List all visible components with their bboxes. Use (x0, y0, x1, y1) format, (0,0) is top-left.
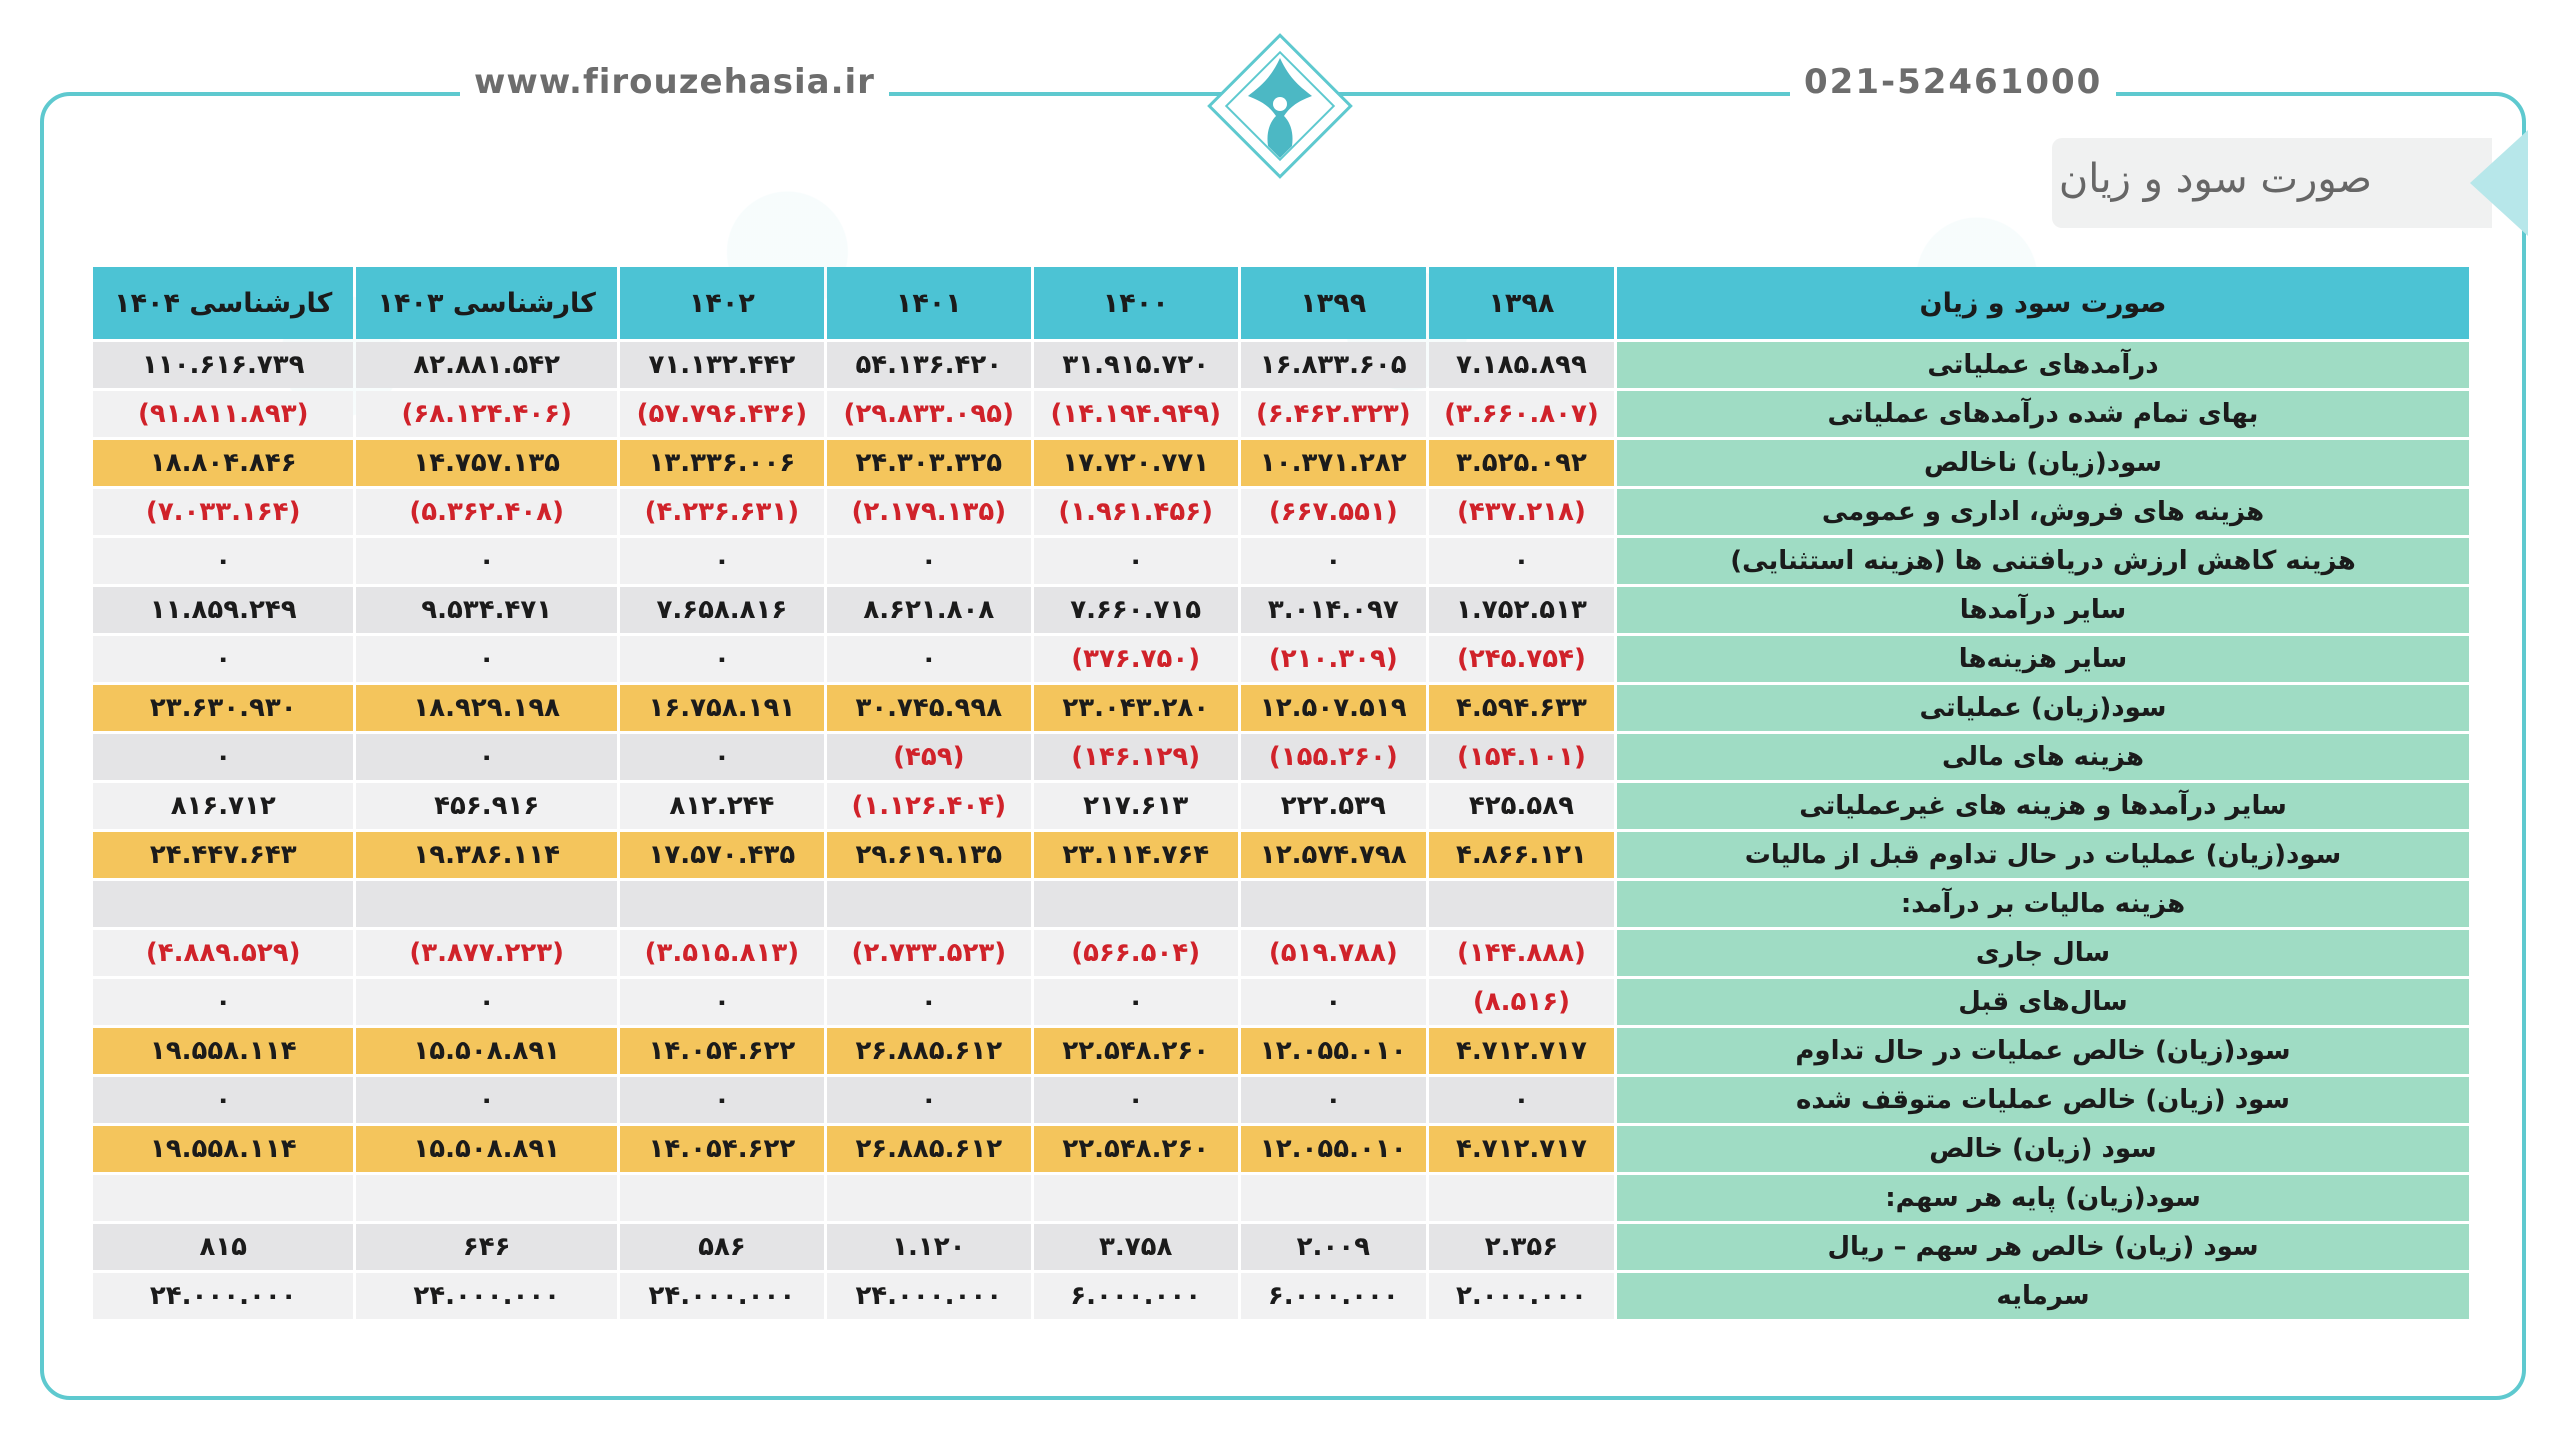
table-cell: ۰ (620, 636, 824, 682)
table-cell: ۳.۵۲۵.۰۹۲ (1429, 440, 1614, 486)
table-cell: (۳.۶۶۰.۸۰۷) (1429, 391, 1614, 437)
table-cell: ۴.۷۱۲.۷۱۷ (1429, 1028, 1614, 1074)
phone-number: 021-52461000 (1790, 62, 2116, 102)
table-cell: ۲۴.۴۴۷.۶۴۳ (93, 832, 353, 878)
table-cell (1034, 881, 1238, 927)
table-cell (620, 881, 824, 927)
table-cell: ۴۵۶.۹۱۶ (356, 783, 616, 829)
row-label: سال جاری (1617, 930, 2469, 976)
table-cell: ۰ (93, 1077, 353, 1123)
row-label: سود(زیان) عملیات در حال تداوم قبل از مالیات (1617, 832, 2469, 878)
table-cell: ۲۴.۰۰۰.۰۰۰ (356, 1273, 616, 1319)
table-cell: (۵۱۹.۷۸۸) (1241, 930, 1426, 976)
table-header-row (93, 267, 2469, 339)
table-row (93, 979, 2469, 1025)
table-cell: ۰ (827, 1077, 1031, 1123)
table-body (93, 342, 2469, 1319)
website-url[interactable]: www.firouzehasia.ir (460, 62, 889, 102)
table-cell: ۱۵.۵۰۸.۸۹۱ (356, 1028, 616, 1074)
table-row (93, 930, 2469, 976)
table-cell: (۴۳۷.۲۱۸) (1429, 489, 1614, 535)
table-cell: (۳.۸۷۷.۲۲۳) (356, 930, 616, 976)
table-row (93, 1273, 2469, 1319)
table-cell: (۶۶۷.۵۵۱) (1241, 489, 1426, 535)
table-cell (1241, 881, 1426, 927)
table-cell: ۸۱۶.۷۱۲ (93, 783, 353, 829)
table-cell: (۴.۲۳۶.۶۳۱) (620, 489, 824, 535)
table-cell: ۰ (620, 734, 824, 780)
table-cell: ۲۴.۰۰۰.۰۰۰ (620, 1273, 824, 1319)
table-row (93, 734, 2469, 780)
table-cell: ۷.۶۶۰.۷۱۵ (1034, 587, 1238, 633)
table-cell: ۱۲.۵۷۴.۷۹۸ (1241, 832, 1426, 878)
table-cell: ۰ (356, 734, 616, 780)
table-cell (356, 881, 616, 927)
brand-logo-icon (1192, 18, 1368, 194)
table-cell: ۱۲.۰۵۵.۰۱۰ (1241, 1126, 1426, 1172)
table-cell (1034, 1175, 1238, 1221)
table-row (93, 1175, 2469, 1221)
table-cell (1429, 1175, 1614, 1221)
column-header-year: ۱۳۹۹ (1241, 267, 1426, 339)
table-cell: ۲۳.۰۴۳.۲۸۰ (1034, 685, 1238, 731)
table-cell: (۱۵۵.۲۶۰) (1241, 734, 1426, 780)
table-cell: ۰ (356, 979, 616, 1025)
row-label: سود (زیان) خالص (1617, 1126, 2469, 1172)
table-cell: ۲.۰۰۹ (1241, 1224, 1426, 1270)
table-cell (356, 1175, 616, 1221)
table-cell (93, 881, 353, 927)
table-cell (827, 881, 1031, 927)
table-cell (1241, 1175, 1426, 1221)
column-header-label: صورت سود و زیان (1617, 267, 2469, 339)
table-cell: ۲.۰۰۰.۰۰۰ (1429, 1273, 1614, 1319)
table-cell: (۹۱.۸۱۱.۸۹۳) (93, 391, 353, 437)
table-cell: ۰ (1034, 979, 1238, 1025)
table-row (93, 783, 2469, 829)
table-cell: ۲۲.۵۴۸.۲۶۰ (1034, 1028, 1238, 1074)
table-cell: ۵۸۶ (620, 1224, 824, 1270)
table-row (93, 440, 2469, 486)
table-cell: (۱۴.۱۹۴.۹۴۹) (1034, 391, 1238, 437)
row-label: سود(زیان) ناخالص (1617, 440, 2469, 486)
row-label: سود (زیان) خالص عملیات متوقف شده (1617, 1077, 2469, 1123)
table-cell: ۰ (620, 538, 824, 584)
table-cell: ۲۶.۸۸۵.۶۱۲ (827, 1126, 1031, 1172)
table-cell: ۱۸.۹۲۹.۱۹۸ (356, 685, 616, 731)
table-cell: ۰ (93, 636, 353, 682)
table-cell: ۱۸.۸۰۴.۸۴۶ (93, 440, 353, 486)
table-cell: ۱۲.۰۵۵.۰۱۰ (1241, 1028, 1426, 1074)
table-cell: ۸۱۵ (93, 1224, 353, 1270)
column-header-year: ۱۴۰۲ (620, 267, 824, 339)
table-cell: ۸۱۲.۲۴۴ (620, 783, 824, 829)
row-label: هزینه مالیات بر درآمد: (1617, 881, 2469, 927)
table-cell: (۲۴۵.۷۵۴) (1429, 636, 1614, 682)
table-cell: ۴.۵۹۴.۶۳۳ (1429, 685, 1614, 731)
table-cell: (۴.۸۸۹.۵۲۹) (93, 930, 353, 976)
table-cell: ۱۹.۵۵۸.۱۱۴ (93, 1028, 353, 1074)
table-cell: ۱۹.۳۸۶.۱۱۴ (356, 832, 616, 878)
column-header-year: کارشناسی ۱۴۰۳ (356, 267, 616, 339)
table-cell: (۱۴۶.۱۲۹) (1034, 734, 1238, 780)
table-cell: ۱۴.۰۵۴.۶۲۲ (620, 1126, 824, 1172)
table-cell: ۳۰.۷۴۵.۹۹۸ (827, 685, 1031, 731)
table-cell: ۰ (827, 636, 1031, 682)
table-cell: (۱۵۴.۱۰۱) (1429, 734, 1614, 780)
row-label: سود (زیان) خالص هر سهم – ریال (1617, 1224, 2469, 1270)
table-cell: ۷.۶۵۸.۸۱۶ (620, 587, 824, 633)
table-row (93, 1224, 2469, 1270)
table-row (93, 636, 2469, 682)
row-label: سود(زیان) خالص عملیات در حال تداوم (1617, 1028, 2469, 1074)
row-label: بهای تمام شده درآمدهای عملیاتی (1617, 391, 2469, 437)
table-cell: ۰ (1241, 1077, 1426, 1123)
row-label: سال‌های قبل (1617, 979, 2469, 1025)
table-cell (620, 1175, 824, 1221)
table-cell: ۴.۸۶۶.۱۲۱ (1429, 832, 1614, 878)
table-cell: ۲۴.۳۰۳.۳۲۵ (827, 440, 1031, 486)
table-cell: ۴۲۵.۵۸۹ (1429, 783, 1614, 829)
row-label: هزینه های مالی (1617, 734, 2469, 780)
table-cell: ۰ (93, 979, 353, 1025)
table-cell: ۱۴.۰۵۴.۶۲۲ (620, 1028, 824, 1074)
page-title: صورت سود و زیان (2058, 156, 2372, 202)
row-label: هزینه کاهش ارزش دریافتنی ها (هزینه استثنایی) (1617, 538, 2469, 584)
table-cell: ۶.۰۰۰.۰۰۰ (1241, 1273, 1426, 1319)
table-cell: ۲۳.۶۳۰.۹۳۰ (93, 685, 353, 731)
table-cell: ۱.۱۲۰ (827, 1224, 1031, 1270)
table-row (93, 832, 2469, 878)
row-label: هزینه های فروش، اداری و عمومی (1617, 489, 2469, 535)
table-cell: ۴.۷۱۲.۷۱۷ (1429, 1126, 1614, 1172)
table-cell: (۶۸.۱۲۴.۴۰۶) (356, 391, 616, 437)
table-cell: ۱۲.۵۰۷.۵۱۹ (1241, 685, 1426, 731)
table-cell: ۲۴.۰۰۰.۰۰۰ (93, 1273, 353, 1319)
table-cell: (۵۷.۷۹۶.۴۳۶) (620, 391, 824, 437)
table-row (93, 1028, 2469, 1074)
table-cell: (۲۹.۸۳۳.۰۹۵) (827, 391, 1031, 437)
table-cell: ۱۷.۷۲۰.۷۷۱ (1034, 440, 1238, 486)
row-label: سایر درآمدها (1617, 587, 2469, 633)
table-cell (93, 1175, 353, 1221)
table-row (93, 538, 2469, 584)
table-cell: ۲.۳۵۶ (1429, 1224, 1614, 1270)
table-cell: ۰ (827, 979, 1031, 1025)
table-cell: (۲.۷۳۳.۵۲۳) (827, 930, 1031, 976)
column-header-year: ۱۴۰۰ (1034, 267, 1238, 339)
table-cell: ۰ (356, 538, 616, 584)
table-row (93, 489, 2469, 535)
table-cell: ۱.۷۵۲.۵۱۳ (1429, 587, 1614, 633)
table-cell: (۱.۹۶۱.۴۵۶) (1034, 489, 1238, 535)
table-cell: ۷.۱۸۵.۸۹۹ (1429, 342, 1614, 388)
table-cell: ۱۶.۷۵۸.۱۹۱ (620, 685, 824, 731)
table-cell: ۱۶.۸۳۳.۶۰۵ (1241, 342, 1426, 388)
column-header-year: کارشناسی ۱۴۰۴ (93, 267, 353, 339)
table-cell: ۰ (1241, 979, 1426, 1025)
table-row (93, 881, 2469, 927)
table-cell: ۷۱.۱۳۲.۴۴۲ (620, 342, 824, 388)
table-row (93, 1077, 2469, 1123)
table-cell: ۱۵.۵۰۸.۸۹۱ (356, 1126, 616, 1172)
table-row (93, 342, 2469, 388)
table-cell (1429, 881, 1614, 927)
table-cell: ۰ (1429, 1077, 1614, 1123)
column-header-year: ۱۴۰۱ (827, 267, 1031, 339)
table-cell: (۸.۵۱۶) (1429, 979, 1614, 1025)
table-cell: (۷.۰۳۳.۱۶۴) (93, 489, 353, 535)
table-cell: ۳۱.۹۱۵.۷۲۰ (1034, 342, 1238, 388)
table-cell: ۵۴.۱۳۶.۴۲۰ (827, 342, 1031, 388)
table-cell: ۰ (1034, 1077, 1238, 1123)
table-cell: ۲۴.۰۰۰.۰۰۰ (827, 1273, 1031, 1319)
table-cell: ۳.۰۱۴.۰۹۷ (1241, 587, 1426, 633)
table-cell: ۲۲۲.۵۳۹ (1241, 783, 1426, 829)
table-cell: ۸۲.۸۸۱.۵۴۲ (356, 342, 616, 388)
title-tab-arrow (2470, 130, 2528, 236)
table-cell: ۰ (93, 538, 353, 584)
table-row (93, 587, 2469, 633)
table-cell: ۱۱.۸۵۹.۲۴۹ (93, 587, 353, 633)
table-cell: ۱۰.۳۷۱.۲۸۲ (1241, 440, 1426, 486)
row-label: درآمدهای عملیاتی (1617, 342, 2469, 388)
table-cell: ۶.۰۰۰.۰۰۰ (1034, 1273, 1238, 1319)
page-title-tab (2052, 138, 2492, 228)
table-cell: ۰ (356, 636, 616, 682)
table-cell (827, 1175, 1031, 1221)
table-cell: (۲۱۰.۳۰۹) (1241, 636, 1426, 682)
table-cell: ۶۴۶ (356, 1224, 616, 1270)
table-cell: (۵.۳۶۲.۴۰۸) (356, 489, 616, 535)
table-cell: ۱۴.۷۵۷.۱۳۵ (356, 440, 616, 486)
table-cell: ۰ (1429, 538, 1614, 584)
table-cell: (۲.۱۷۹.۱۳۵) (827, 489, 1031, 535)
row-label: سرمایه (1617, 1273, 2469, 1319)
table-cell: (۱.۱۲۶.۴۰۴) (827, 783, 1031, 829)
table-cell: ۰ (620, 979, 824, 1025)
table-cell: ۲۶.۸۸۵.۶۱۲ (827, 1028, 1031, 1074)
row-label: سود(زیان) عملیاتی (1617, 685, 2469, 731)
table-cell: ۲۲.۵۴۸.۲۶۰ (1034, 1126, 1238, 1172)
table-cell: ۰ (620, 1077, 824, 1123)
table-cell: ۲۱۷.۶۱۳ (1034, 783, 1238, 829)
table-cell: ۲۳.۱۱۴.۷۶۴ (1034, 832, 1238, 878)
table-cell: ۸.۶۲۱.۸۰۸ (827, 587, 1031, 633)
column-header-year: ۱۳۹۸ (1429, 267, 1614, 339)
row-label: سایر درآمدها و هزینه های غیرعملیاتی (1617, 783, 2469, 829)
table-cell: (۳۷۶.۷۵۰) (1034, 636, 1238, 682)
table-row (93, 1126, 2469, 1172)
table-cell: (۱۴۴.۸۸۸) (1429, 930, 1614, 976)
table-row (93, 391, 2469, 437)
table-cell: ۱۹.۵۵۸.۱۱۴ (93, 1126, 353, 1172)
table-cell: (۳.۵۱۵.۸۱۳) (620, 930, 824, 976)
table-cell: (۶.۴۶۲.۳۲۳) (1241, 391, 1426, 437)
table-cell: ۰ (93, 734, 353, 780)
table-cell: ۱۳.۳۳۶.۰۰۶ (620, 440, 824, 486)
row-label: سایر هزینه‌ها (1617, 636, 2469, 682)
row-label: سود(زیان) پایه هر سهم: (1617, 1175, 2469, 1221)
table-cell: ۹.۵۳۴.۴۷۱ (356, 587, 616, 633)
table-cell: ۰ (356, 1077, 616, 1123)
table-cell: ۰ (1241, 538, 1426, 584)
table-cell: ۱۷.۵۷۰.۴۳۵ (620, 832, 824, 878)
table-row (93, 685, 2469, 731)
table-cell: ۳.۷۵۸ (1034, 1224, 1238, 1270)
table-cell: ۲۹.۶۱۹.۱۳۵ (827, 832, 1031, 878)
table-cell: (۴۵۹) (827, 734, 1031, 780)
income-statement-table (90, 264, 2472, 1322)
table-cell: ۱۱۰.۶۱۶.۷۳۹ (93, 342, 353, 388)
table-cell: ۰ (1034, 538, 1238, 584)
table-cell: (۵۶۶.۵۰۴) (1034, 930, 1238, 976)
table-cell: ۰ (827, 538, 1031, 584)
